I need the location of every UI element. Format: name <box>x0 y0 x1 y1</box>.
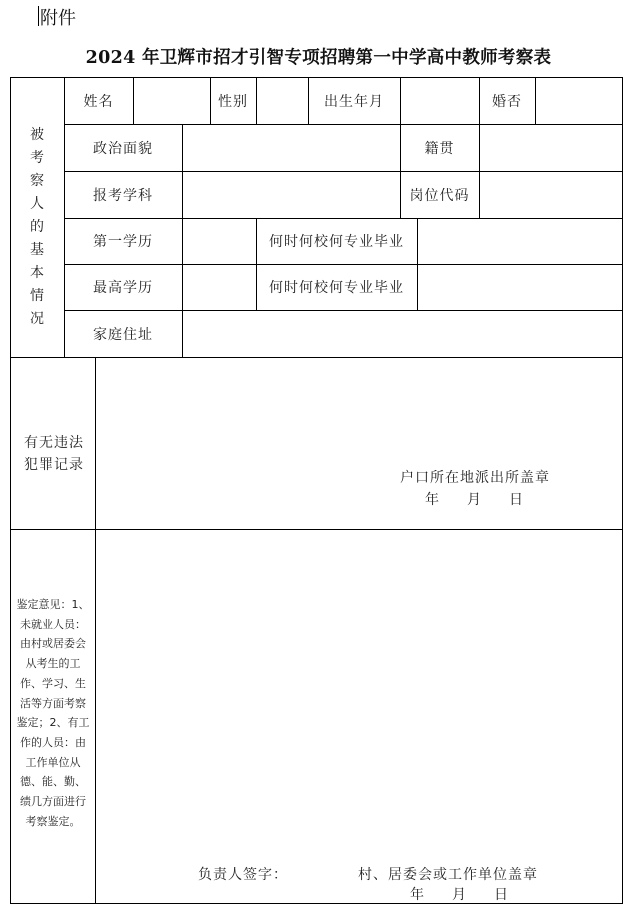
political-label: 政治面貌 <box>93 140 153 157</box>
highest-education-school-field[interactable] <box>417 264 622 310</box>
birth-field[interactable] <box>400 77 479 124</box>
native-place-label: 籍贯 <box>424 140 455 157</box>
assessment-label: 鉴定意见：1、 未就业人员： 由村或居委会 从考生的工 作、学习、生 活等方面考察 鉴定；2、有工 作的人员：由 工作单位从 德、能、勤、 绩几方面进行 考察鉴定。 <box>16 598 90 828</box>
responsible-signature-label: 负责人签字： <box>198 867 288 883</box>
highest-education-field[interactable] <box>182 264 256 310</box>
page-title: 2024 年卫辉市招才引智专项招聘第一中学高中教师考察表 <box>85 48 552 68</box>
marital-field[interactable] <box>535 77 622 124</box>
native-place-field[interactable] <box>479 124 622 171</box>
address-field[interactable] <box>182 310 622 357</box>
highest-education-label: 最高学历 <box>93 280 153 296</box>
police-stamp-date: 年 月 日 <box>425 492 523 508</box>
criminal-record-field[interactable] <box>95 357 622 457</box>
first-education-label: 第一学历 <box>93 234 153 250</box>
text-cursor <box>38 6 39 26</box>
address-label: 家庭住址 <box>93 326 153 343</box>
criminal-record-label: 有无违法 犯罪记录 <box>24 435 84 473</box>
first-education-field[interactable] <box>182 218 256 264</box>
assessment-stamp-date: 年 月 日 <box>410 887 508 903</box>
marital-label: 婚否 <box>492 93 522 110</box>
first-education-school-label: 何时何校何专业毕业 <box>269 234 404 250</box>
gender-label: 性别 <box>218 93 248 110</box>
post-code-field[interactable] <box>479 171 622 218</box>
gender-field[interactable] <box>256 77 308 124</box>
committee-stamp-label: 村、居委会或工作单位盖章 <box>358 867 538 883</box>
highest-education-school-label: 何时何校何专业毕业 <box>269 280 404 296</box>
basic-info-section-label: 被 考 察 人 的 基 本 情 况 <box>30 127 44 327</box>
attachment-label: 附件 <box>40 8 76 29</box>
subject-field[interactable] <box>182 171 400 218</box>
name-field[interactable] <box>133 77 210 124</box>
post-code-label: 岗位代码 <box>409 187 470 204</box>
name-label: 姓名 <box>83 93 114 110</box>
political-field[interactable] <box>182 124 400 171</box>
assessment-field[interactable] <box>95 529 622 849</box>
police-station-stamp-label: 户口所在地派出所盖章 <box>400 470 550 486</box>
first-education-school-field[interactable] <box>417 218 622 264</box>
birth-label: 出生年月 <box>324 93 384 110</box>
subject-label: 报考学科 <box>93 187 153 204</box>
